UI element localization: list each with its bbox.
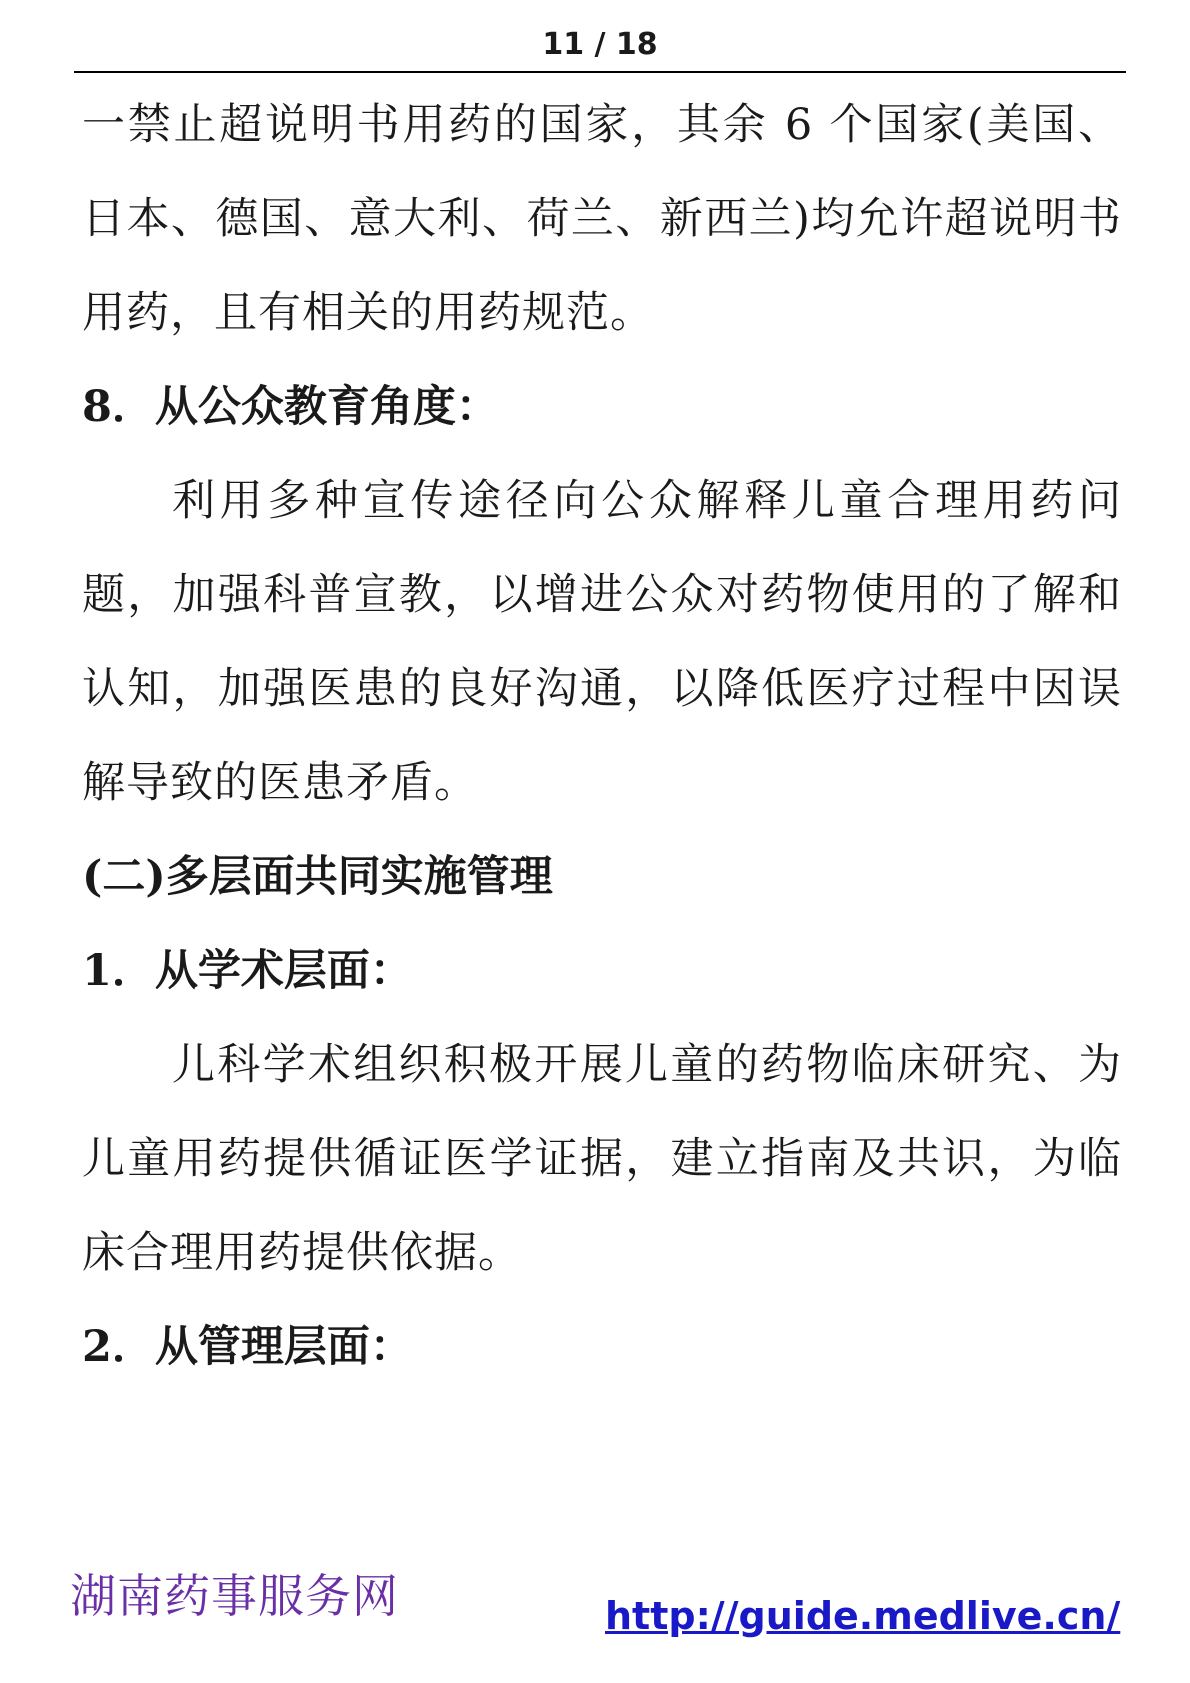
footer-site-link[interactable]: http://guide.medlive.cn/ <box>605 1594 1121 1638</box>
heading-management-level: 2．从管理层面： <box>82 1322 413 1372</box>
document-body <box>82 78 1122 1394</box>
paragraph-public-education: 利用多种宣传途径向公众解释儿童合理用药问题，加强科普宣教，以增进公众对药物使用的了解和认知，加强医患的良好沟通，以降低医疗过程中因误解导致的医患矛盾。 <box>82 476 1122 808</box>
header-divider <box>74 71 1126 73</box>
heading-multilevel-management: (二)多层面共同实施管理 <box>82 852 553 902</box>
heading-public-education: 8．从公众教育角度： <box>82 382 499 432</box>
heading-academic-level: 1．从学术层面： <box>82 946 413 996</box>
paragraph-overview-countries: 一禁止超说明书用药的国家，其余 6 个国家(美国、日本、德国、意大利、荷兰、新西兰)均允许超说明书用药，且有相关的用药规范。 <box>82 100 1122 338</box>
page-number: 11 / 18 <box>542 27 658 62</box>
footer-site-name: 湖南药事服务网 <box>70 1569 399 1623</box>
paragraph-academic-level: 儿科学术组织积极开展儿童的药物临床研究、为儿童用药提供循证医学证据，建立指南及共识，为临床合理用药提供依据。 <box>82 1040 1122 1278</box>
